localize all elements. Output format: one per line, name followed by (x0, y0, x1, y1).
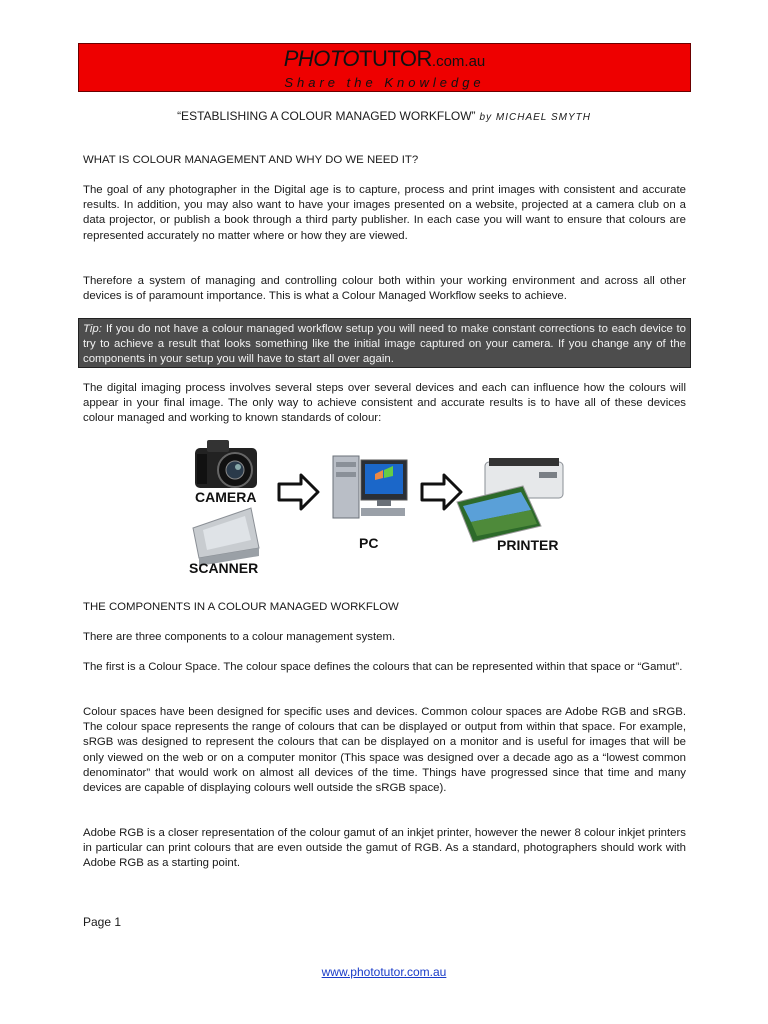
tip-text: If you do not have a colour managed workflow setup you will need to make constant corrections to each device to try to achieve a result that looks something like the initial image captured on your camera. If you change any of the components in your setup you will have to start all over again. (83, 323, 686, 366)
byline: by MICHAEL SMYTH (479, 112, 591, 123)
workflow-diagram (185, 430, 575, 600)
tagline: Share the Knowledge (284, 75, 485, 90)
printer-label: PRINTER (497, 537, 559, 553)
scanner-icon (193, 508, 259, 566)
tip-label: Tip: (83, 323, 102, 335)
paragraph: Colour spaces have been designed for specific uses and devices. Common colour spaces are Adobe RGB and sRGB. The colour space represents the range of colours that can be displayed or output from within that space. For example, sRGB was designed to represent the colours that can be displayed on a monitor and is useful for images that will be only viewed on the web or on a computer monitor (This space was designed over a decade ago as a “lowest common denominator” that would work on almost all devices of the time. Things have progressed since that time and many devices are capable of displaying colours well outside the sRGB space). (83, 706, 686, 795)
header-banner (78, 43, 691, 92)
pc-label: PC (359, 535, 379, 551)
section-heading: WHAT IS COLOUR MANAGEMENT AND WHY DO WE NEED IT? (83, 154, 419, 166)
printer-icon (457, 458, 563, 542)
paragraph: The first is a Colour Space. The colour space defines the colours that can be represented within that space or “Gamut”. (83, 661, 683, 673)
document-title: “ESTABLISHING A COLOUR MANAGED WORKFLOW” by MICHAEL SMYTH (177, 109, 591, 123)
footer (0, 965, 768, 979)
section-heading: THE COMPONENTS IN A COLOUR MANAGED WORKFLOW (83, 601, 399, 613)
computer-icon (333, 456, 407, 518)
paragraph: Therefore a system of managing and controlling colour both within your working environment and across all other devices is of paramount importance. This is what a Colour Managed Workflow seeks to achieve. (83, 275, 686, 303)
website-link[interactable]: www.phototutor.com.au (321, 965, 447, 979)
arrow-right-icon (279, 475, 318, 509)
arrow-right-icon (422, 475, 461, 509)
brand-logo: PHOTOTUTOR.com.au (283, 46, 486, 71)
tip-box (78, 318, 691, 368)
paragraph: The digital imaging process involves several steps over several devices and each can influence how the colours will appear in your final image. The only way to achieve consistent and accurate results is to have all of these devices colour managed and working to known standards of colour: (83, 382, 686, 425)
paragraph: There are three components to a colour management system. (83, 631, 396, 643)
camera-label: CAMERA (195, 489, 257, 505)
scanner-label: SCANNER (189, 560, 259, 576)
page-number: Page 1 (83, 915, 122, 929)
paragraph: The goal of any photographer in the Digital age is to capture, process and print images with consistent and accurate results. In addition, you may also want to have your images presented on a website, projected at a camera club on a data projector, or publish a book through a third party publisher. In each case you will want to ensure that colours are represented accurately no matter where or how they are viewed. (83, 184, 686, 242)
camera-icon (195, 440, 257, 488)
paragraph: Adobe RGB is a closer representation of the colour gamut of an inkjet printer, however the newer 8 colour inkjet printers in particular can print colours that are even outside the gamut of RGB. As a standard, photographers should work with Adobe RGB as a starting point. (83, 827, 686, 870)
